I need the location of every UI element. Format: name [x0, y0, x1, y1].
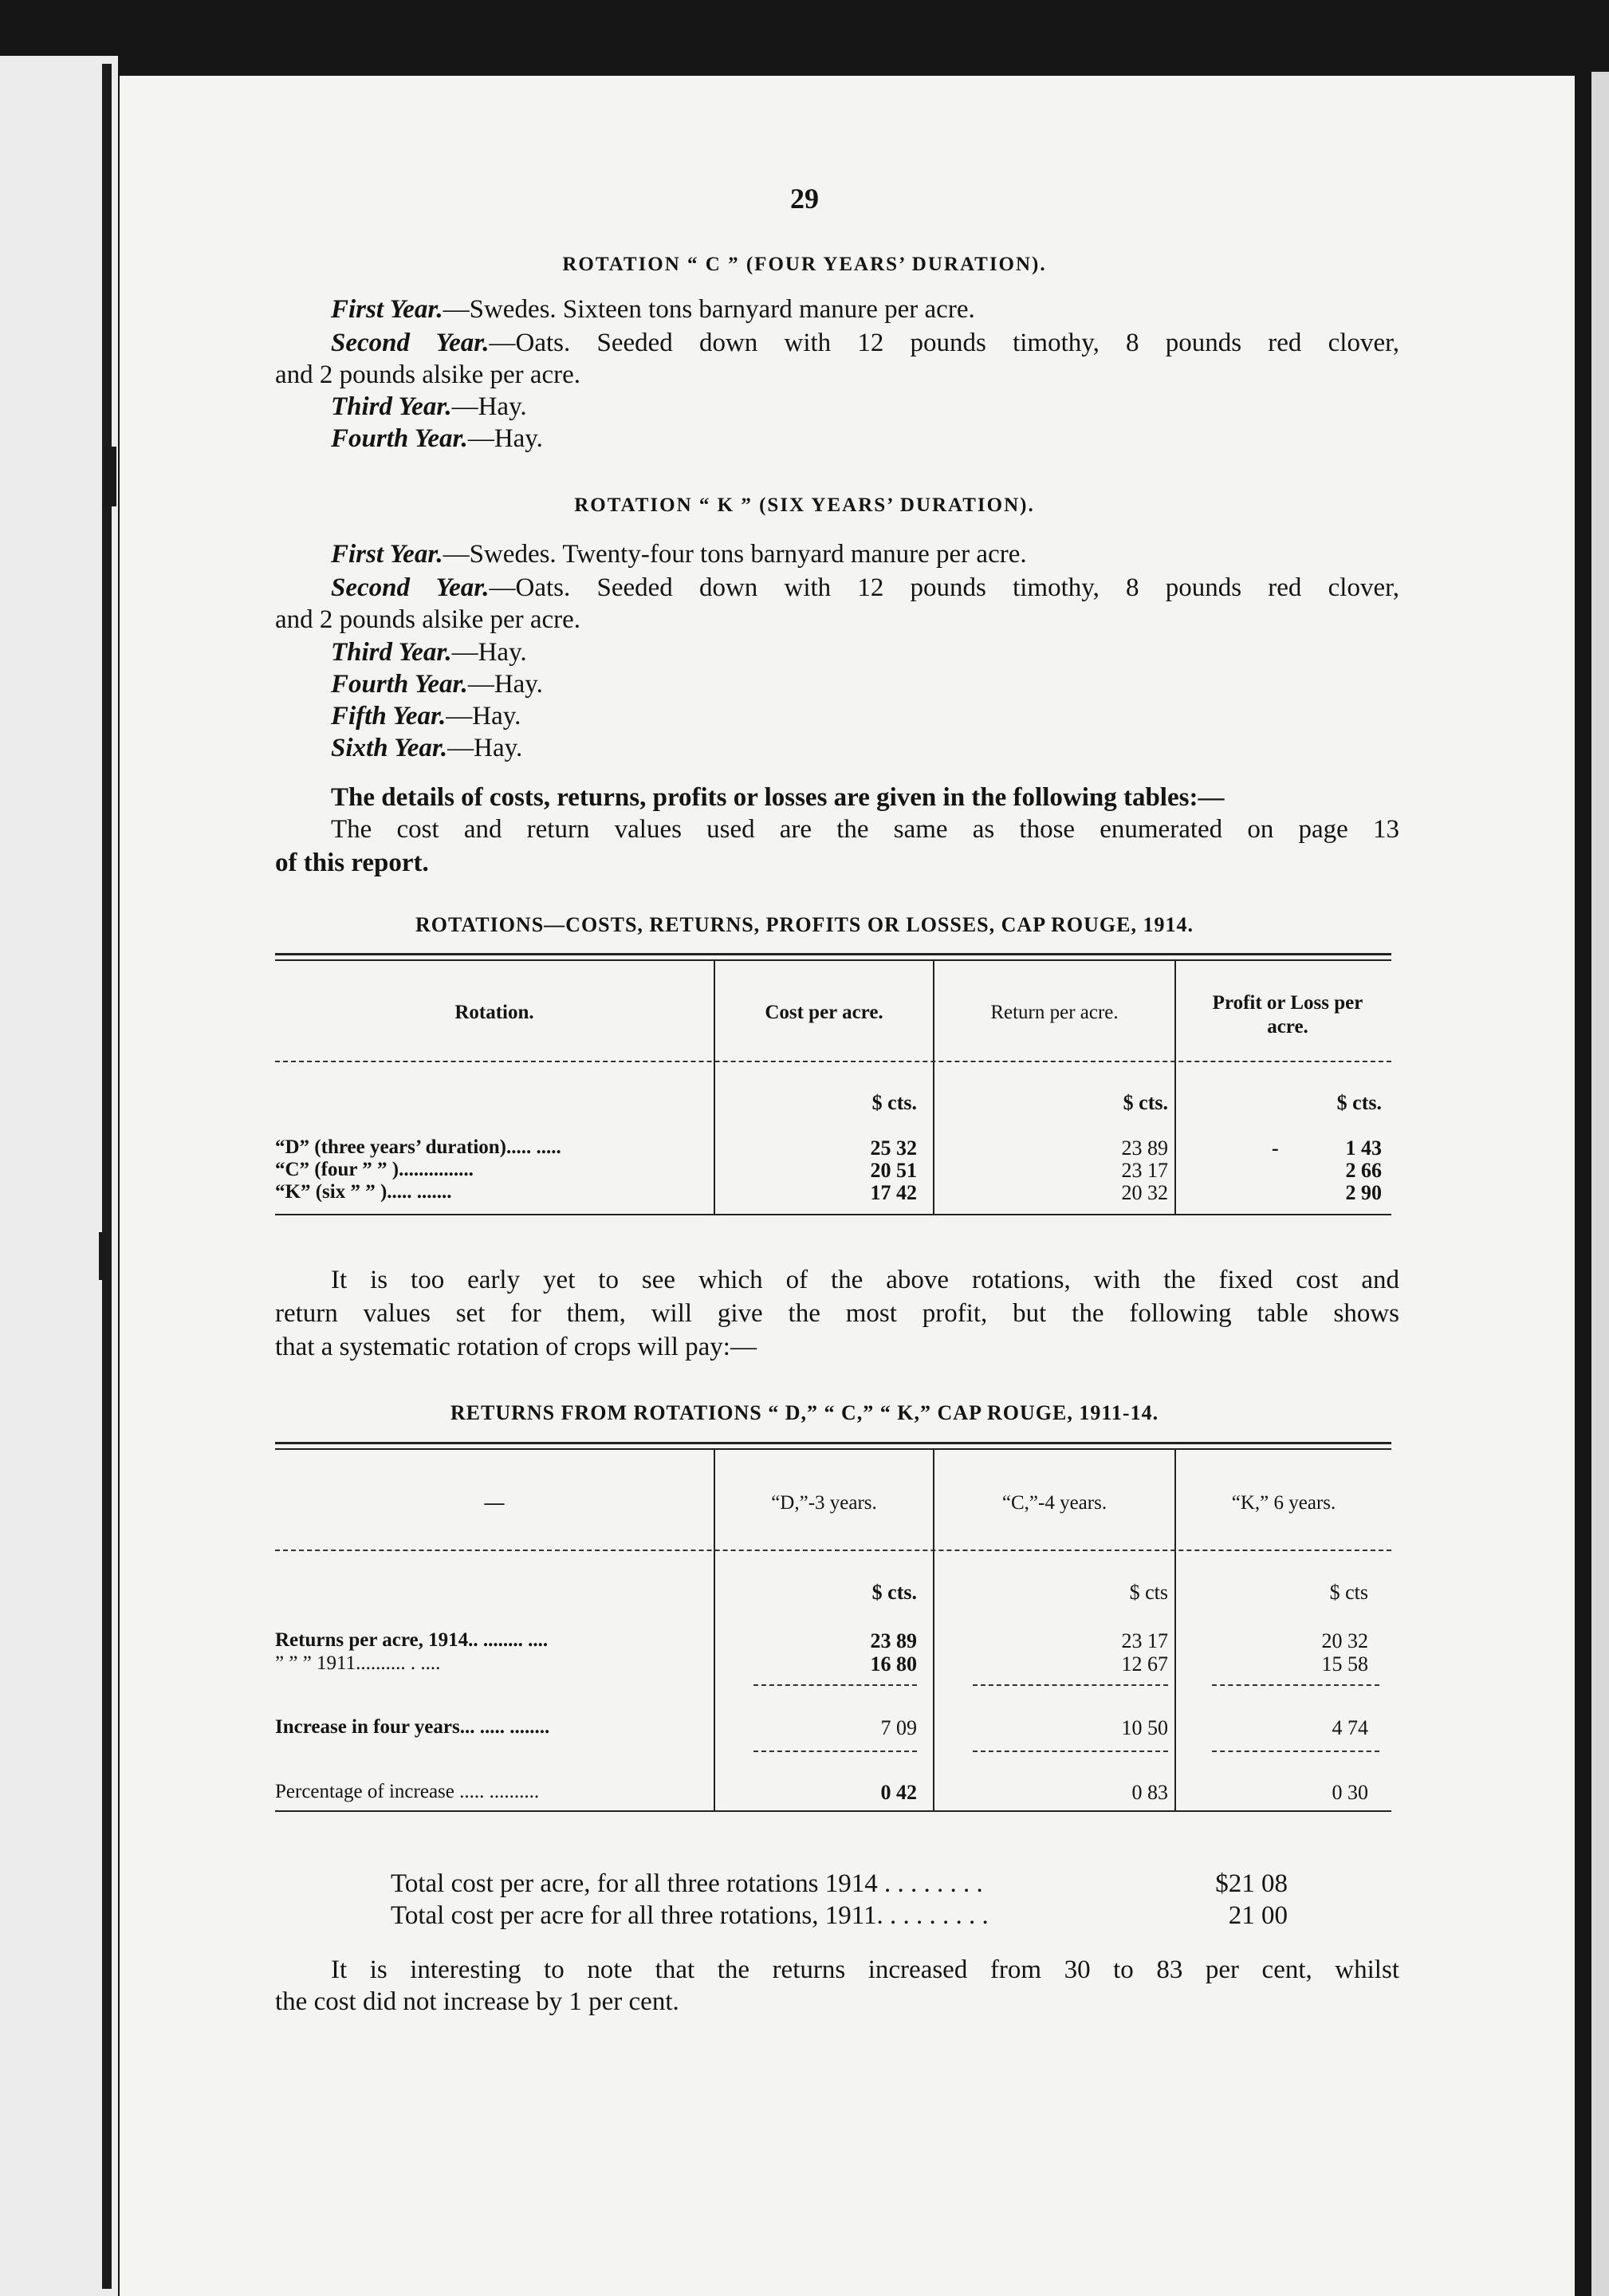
- rotation-k-heading: ROTATION “ K ” (SIX YEARS’ DURATION).: [574, 494, 1035, 516]
- table-rule: [275, 1061, 1391, 1062]
- table2-row-label: Increase in four years... ..... ........: [275, 1716, 550, 1738]
- paragraph-line: The cost and return values used are the same as those enumerated on page 13: [331, 815, 1399, 844]
- table-rule: [275, 953, 1391, 955]
- rotation-k-line: and 2 pounds alsike per acre.: [275, 605, 581, 634]
- page-number: 29: [790, 183, 819, 215]
- table1-header-profit: Profit or Loss per acre.: [1212, 992, 1363, 1038]
- table1-profit: 2 66: [1345, 1159, 1382, 1182]
- table1-header-rotation: Rotation.: [454, 1002, 534, 1023]
- rotation-k-line: Second Year.—Oats. Seeded down with 12 pounds timothy, 8 pounds red clover,: [331, 573, 1400, 602]
- table2-header-blank: —: [484, 1492, 505, 1514]
- table2-k: 0 30: [1332, 1781, 1368, 1804]
- table2-header-k: “K,” 6 years.: [1231, 1492, 1336, 1514]
- table2-row-label: Percentage of increase ..... ..........: [275, 1781, 540, 1802]
- table2-d: 16 80: [870, 1652, 917, 1676]
- table1-return: 23 17: [1121, 1159, 1168, 1182]
- table-rule: [973, 1684, 1168, 1686]
- table2-title: RETURNS FROM ROTATIONS “ D,” “ C,” “ K,” CAP ROUGE, 1911-14.: [450, 1401, 1159, 1424]
- table2-k: 20 32: [1321, 1629, 1368, 1652]
- rotation-c-line: and 2 pounds alsike per acre.: [275, 360, 581, 389]
- table2-header-c: “C,”-4 years.: [1001, 1492, 1107, 1514]
- table2-unit: $ cts: [1329, 1581, 1368, 1604]
- rotation-c-line: Second Year.—Oats. Seeded down with 12 pounds timothy, 8 pounds red clover,: [331, 329, 1400, 357]
- binding-shadow: [102, 64, 112, 2289]
- column-divider: [714, 959, 715, 1215]
- table2-d: 7 09: [880, 1716, 917, 1739]
- rotation-c-line: Third Year.—Hay.: [331, 392, 527, 421]
- total-line-value: $21 08: [1215, 1869, 1288, 1898]
- table2-c: 0 83: [1131, 1781, 1168, 1804]
- table-rule: [275, 1442, 1391, 1444]
- table-rule: [275, 1214, 1391, 1215]
- table1-cost: 17 42: [870, 1181, 917, 1204]
- page-edge-right: [1591, 72, 1609, 2296]
- rotation-c-heading: ROTATION “ C ” (FOUR YEARS’ DURATION).: [562, 254, 1047, 275]
- table2-d: 0 42: [880, 1781, 917, 1804]
- table-rule: [753, 1751, 917, 1752]
- table1-sign: -: [1272, 1136, 1279, 1160]
- table2-c: 12 67: [1121, 1652, 1168, 1676]
- table1-title: ROTATIONS—COSTS, RETURNS, PROFITS OR LOSSES, CAP ROUGE, 1914.: [415, 913, 1194, 936]
- table1-profit: 2 90: [1345, 1181, 1382, 1204]
- table2-unit: $ cts: [1129, 1581, 1168, 1604]
- paragraph-line: The details of costs, returns, profits or losses are given in the following tables:—: [331, 783, 1225, 812]
- rotation-c-line: First Year.—Swedes. Sixteen tons barnyard manure per acre.: [331, 295, 975, 324]
- facing-page-edge: [0, 56, 118, 2296]
- table1-row-label: “K” (six ” ” )..... .......: [275, 1181, 452, 1203]
- rotation-k-line: Sixth Year.—Hay.: [331, 734, 523, 762]
- paragraph-line: return values set for them, will give the most profit, but the following table shows: [275, 1299, 1399, 1328]
- table-rule: [275, 959, 1391, 961]
- table1-cost: 25 32: [870, 1136, 917, 1160]
- table1-header-cost: Cost per acre.: [765, 1002, 883, 1023]
- table-rule: [275, 1810, 1391, 1812]
- table1-row-label: “C” (four ” ” )...............: [275, 1159, 474, 1180]
- column-divider: [1174, 959, 1176, 1215]
- total-line-label: Total cost per acre, for all three rotations 1914 . . . . . . . .: [391, 1869, 983, 1898]
- table2-c: 23 17: [1121, 1629, 1168, 1652]
- table-rule: [275, 1550, 1391, 1551]
- paragraph-line: that a systematic rotation of crops will pay:—: [275, 1333, 757, 1361]
- table2-header-d: “D,”-3 years.: [771, 1492, 877, 1514]
- table1-unit: $ cts.: [871, 1091, 917, 1114]
- rotation-k-line: First Year.—Swedes. Twenty-four tons barnyard manure per acre.: [331, 540, 1027, 569]
- table2-row-label: Returns per acre, 1914.. ........ ....: [275, 1629, 549, 1651]
- rotation-k-line: Fourth Year.—Hay.: [331, 670, 543, 699]
- binding-mark: [99, 1232, 108, 1280]
- total-line-label: Total cost per acre for all three rotations, 1911. . . . . . . . .: [391, 1901, 989, 1930]
- table1-unit: $ cts.: [1123, 1091, 1168, 1114]
- column-divider: [933, 959, 934, 1215]
- table1-unit: $ cts.: [1336, 1091, 1382, 1114]
- table2-d: 23 89: [870, 1629, 917, 1652]
- table2-c: 10 50: [1121, 1716, 1168, 1739]
- paragraph-line: of this report.: [275, 849, 429, 877]
- total-line-value: 21 00: [1228, 1901, 1288, 1930]
- table2-unit: $ cts.: [871, 1581, 917, 1604]
- table1-header-return: Return per acre.: [990, 1002, 1119, 1023]
- table1-cost: 20 51: [870, 1159, 917, 1182]
- paragraph-line: It is interesting to note that the returns increased from 30 to 83 per cent, whilst: [331, 1955, 1399, 1984]
- table2-k: 4 74: [1332, 1716, 1368, 1739]
- table-rule: [973, 1751, 1168, 1752]
- paragraph-line: the cost did not increase by 1 per cent.: [275, 1987, 679, 2016]
- paragraph-line: It is too early yet to see which of the above rotations, with the fixed cost and: [331, 1266, 1399, 1294]
- table1-return: 23 89: [1121, 1136, 1168, 1160]
- table-rule: [1212, 1684, 1379, 1686]
- table-rule: [1212, 1751, 1379, 1752]
- rotation-k-line: Fifth Year.—Hay.: [331, 702, 521, 731]
- rotation-k-line: Third Year.—Hay.: [331, 638, 527, 667]
- table-rule: [275, 1448, 1391, 1450]
- table1-profit: 1 43: [1345, 1136, 1382, 1160]
- table1-row-label: “D” (three years’ duration)..... .....: [275, 1136, 561, 1158]
- table1-return: 20 32: [1121, 1181, 1168, 1204]
- rotation-c-line: Fourth Year.—Hay.: [331, 424, 543, 453]
- table-rule: [753, 1684, 917, 1686]
- table2-k: 15 58: [1321, 1652, 1368, 1676]
- table2-row-label: ” ” ” 1911.......... . ....: [275, 1652, 441, 1674]
